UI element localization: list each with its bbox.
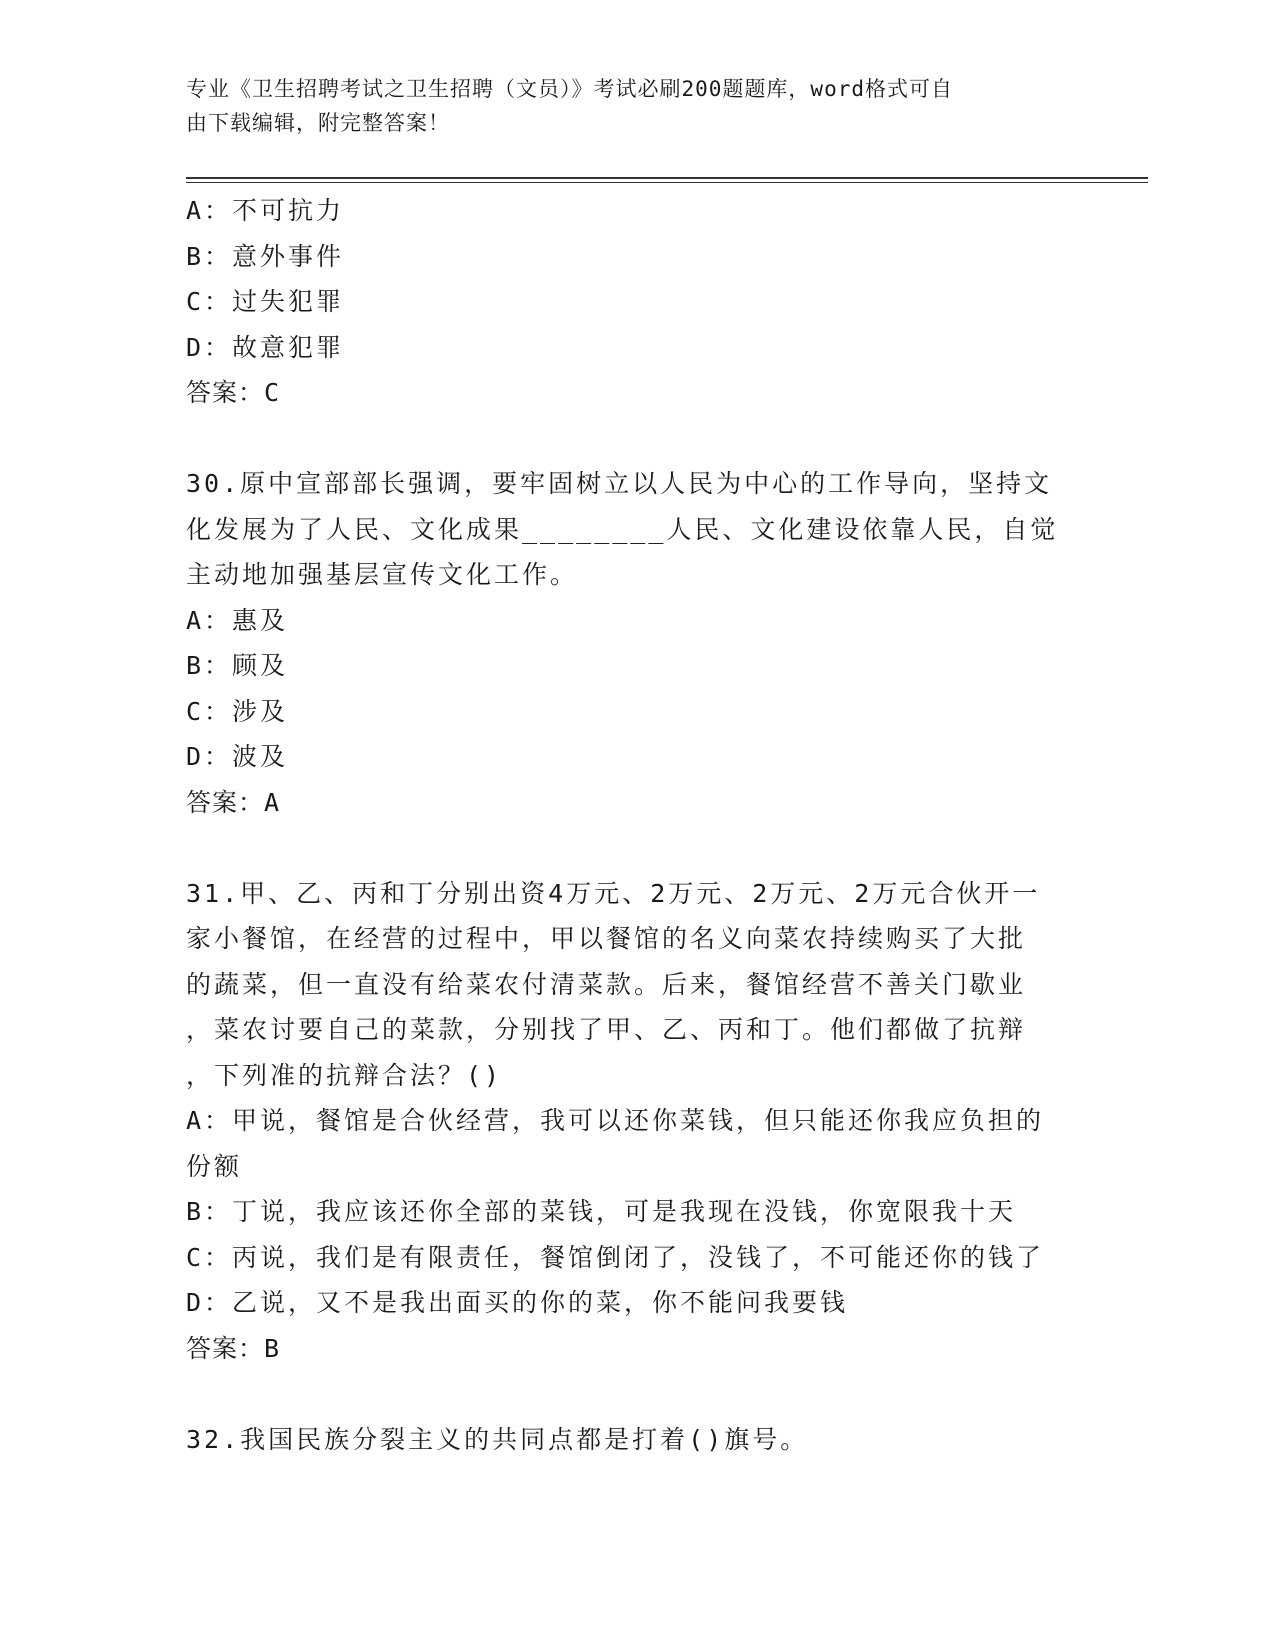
answer: 答案：B: [186, 1333, 281, 1363]
question-text-line: 家小餐馆，在经营的过程中，甲以餐馆的名义向菜农持续购买了大批: [186, 924, 1027, 953]
option-c: C：过失犯罪: [186, 287, 345, 316]
question-text-line: 的蔬菜，但一直没有给菜农付清菜款。后来，餐馆经营不善关门歇业: [186, 969, 1027, 999]
question-text-line: 32.我国民族分裂主义的共同点都是打着()旗号。: [186, 1424, 809, 1454]
spacer: [186, 416, 1086, 462]
option-a-continued: 份额: [186, 1151, 243, 1181]
option-c: C：丙说，我们是有限责任，餐馆倒闭了，没钱了，不可能还你的钱了: [186, 1242, 1045, 1272]
question-text-line: 化发展为了人民、文化成果________人民、文化建设依靠人民，自觉: [186, 514, 1059, 544]
option-d: D：波及: [186, 742, 289, 771]
question-text-line: ，下列准的抗辩合法？(): [186, 1060, 503, 1090]
header-divider-thin: [186, 182, 1148, 183]
option-a: A：不可抗力: [186, 196, 345, 225]
answer: 答案：A: [186, 787, 281, 817]
spacer: [186, 825, 1086, 871]
header-divider-thick: [186, 177, 1148, 179]
answer: 答案：C: [186, 378, 281, 407]
question-32-block: [186, 1417, 1086, 1463]
option-b: B：丁说，我应该还你全部的菜钱，可是我现在没钱，你宽限我十天: [186, 1197, 1017, 1226]
spacer: [186, 1371, 1086, 1417]
question-text-line: 30.原中宣部部长强调，要牢固树立以人民为中心的工作导向，坚持文: [186, 469, 1053, 498]
option-a: A：甲说，餐馆是合伙经营，我可以还你菜钱，但只能还你我应负担的: [186, 1106, 1045, 1135]
question-30-block: [186, 461, 1086, 825]
question-29-block: [186, 188, 1086, 416]
option-d: D：乙说，又不是我出面买的你的菜，你不能问我要钱: [186, 1288, 849, 1317]
option-a: A：惠及: [186, 605, 289, 635]
question-text-line: 主动地加强基层宣传文化工作。: [186, 560, 579, 589]
option-b: B：顾及: [186, 651, 289, 680]
question-content: [186, 188, 1086, 1462]
document-header: [186, 72, 1066, 140]
option-d: D：故意犯罪: [186, 332, 345, 362]
header-line-2: 由下载编辑，附完整答案！: [186, 111, 450, 135]
header-line-1: 专业《卫生招聘考试之卫生招聘（文员）》考试必刷200题题库，word格式可自: [186, 77, 953, 101]
option-b: B：意外事件: [186, 241, 345, 271]
question-text-line: 31.甲、乙、丙和丁分别出资4万元、2万元、2万元、2万元合伙开一: [186, 878, 1041, 908]
question-text-line: ，菜农讨要自己的菜款，分别找了甲、乙、丙和丁。他们都做了抗辩: [186, 1015, 1027, 1044]
question-31-block: [186, 871, 1086, 1372]
option-c: C：涉及: [186, 696, 289, 726]
